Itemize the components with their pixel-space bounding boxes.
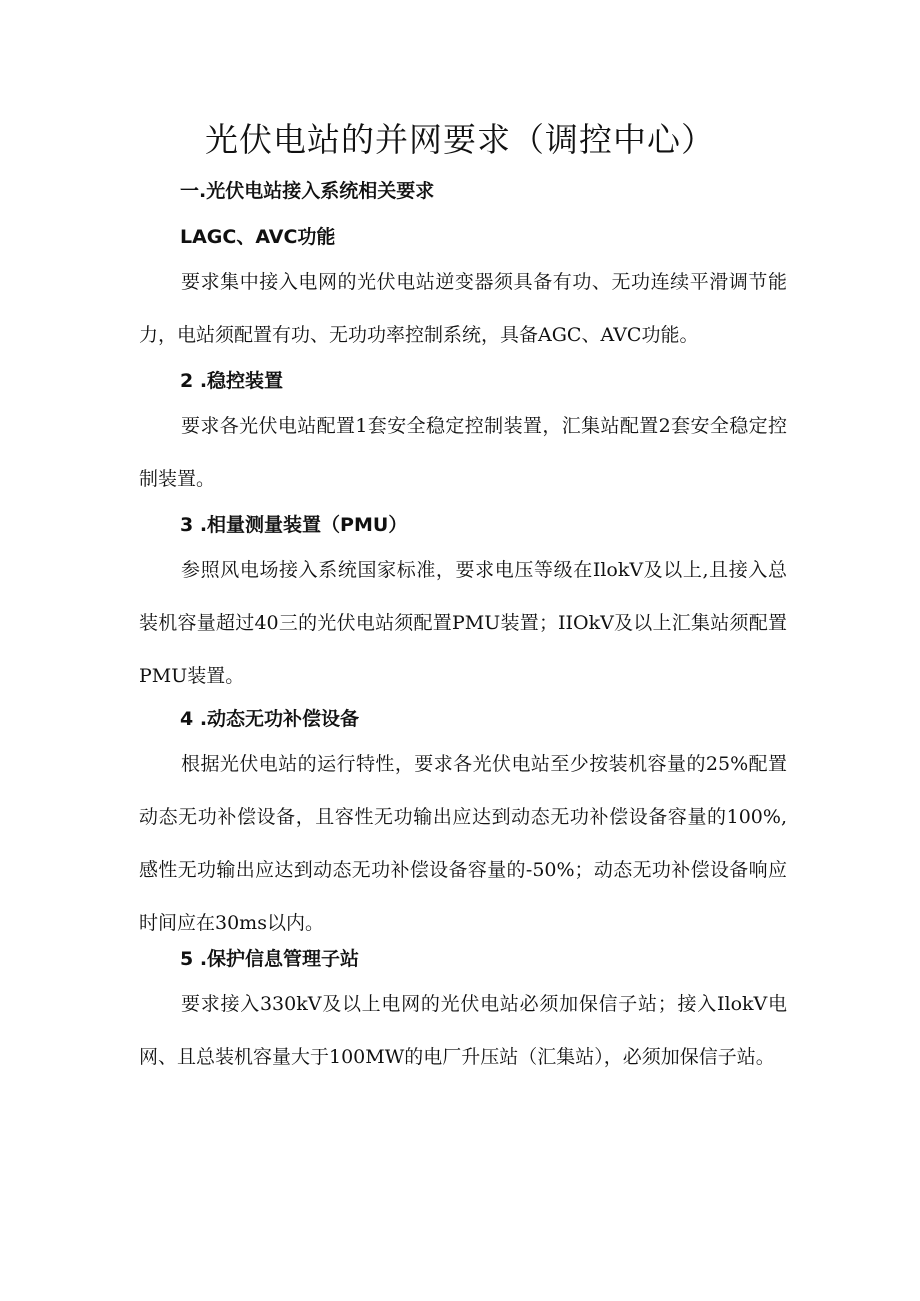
section-heading-pmu: 3 .相量测量装置（PMU） <box>180 514 408 536</box>
document-title: 光伏电站的并网要求（调控中心） <box>205 120 715 159</box>
section-body-protection-substation: 要求接入330kV及以上电网的光伏电站必须加保信子站；接入IlokV电网、且总装机容量大于100MW的电厂升压站（汇集站），必须加保信子站。 <box>139 993 787 1068</box>
section-body-reactive-compensation: 根据光伏电站的运行特性，要求各光伏电站至少按装机容量的25%配置动态无功补偿设备，且容性无功输出应达到动态无功补偿设备容量的100%,感性无功输出应达到动态无功补偿设备容量的-50%；动态无功补偿设备响应时间应在30ms以内。 <box>139 753 787 934</box>
section-heading-protection-substation: 5 .保护信息管理子站 <box>180 948 360 970</box>
section-body-pmu: 参照风电场接入系统国家标准，要求电压等级在IlokV及以上,且接入总装机容量超过40三的光伏电站须配置PMU装置；IIOkV及以上汇集站须配置PMU装置。 <box>139 559 787 687</box>
section-heading-grid-connection: 一.光伏电站接入系统相关要求 <box>180 180 435 202</box>
section-heading-reactive-compensation: 4 .动态无功补偿设备 <box>180 708 360 730</box>
section-body-stability-control: 要求各光伏电站配置1套安全稳定控制装置，汇集站配置2套安全稳定控制装置。 <box>139 415 787 490</box>
section-heading-stability-control: 2 .稳控装置 <box>180 370 284 392</box>
section-heading-agc-avc: LAGC、AVC功能 <box>180 226 336 248</box>
section-body-agc-avc: 要求集中接入电网的光伏电站逆变器须具备有功、无功连续平滑调节能力，电站须配置有功、无功功率控制系统，具备AGC、AVC功能。 <box>139 271 787 346</box>
